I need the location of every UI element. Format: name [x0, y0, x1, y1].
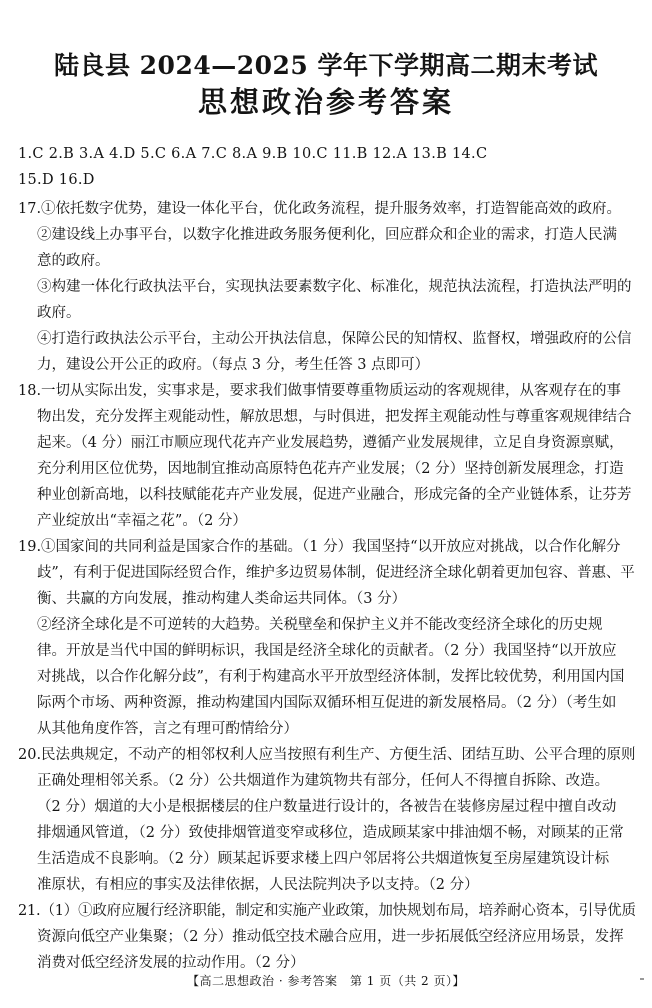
answer-line: 歧”，有利于促进国际经贸合作，维护多边贸易体制，促进经济全球化朝着更加包容、普惠、平	[37, 565, 635, 581]
answer-line: 种业创新高地，以科技赋能花卉产业发展，促进产业融合，形成完备的全产业链体系，让芬芳	[37, 487, 632, 503]
answer-line: 消费对低空经济发展的拉动作用。（2 分）	[37, 955, 305, 971]
answer-line: 准原状，有相应的事实及法律依据，人民法院判决予以支持。（2 分）	[37, 877, 479, 893]
answer-line: （2 分）烟道的大小是根据楼层的住户数量进行设计的，各被告在装修房屋过程中擅自改动	[37, 799, 617, 815]
answer-17	[18, 196, 636, 378]
answer-line: 从其他角度作答，言之有理可酌情给分）	[37, 721, 298, 737]
answer-line: 资源向低空产业集聚；（2 分）推动低空技术融合应用，进一步拓展低空经济应用场景，发挥	[37, 929, 624, 945]
answer-line: 19.①国家间的共同利益是国家合作的基础。（1 分）我国坚持“以开放应对挑战，以合作化解分	[18, 539, 621, 555]
corner-mark	[640, 978, 644, 980]
answer-line: 17.①依托数字优势，建设一体化平台，优化政务流程，提升服务效率，打造智能高效的政府。	[18, 201, 622, 217]
answer-section	[0, 196, 652, 976]
answer-line: 际两个市场、两种资源，推动构建国内国际双循环相互促进的新发展格局。（2 分）（考生如	[37, 695, 617, 711]
answer-line: ④打造行政执法公示平台，主动公开执法信息，保障公民的知情权、监督权，增强政府的公信	[37, 331, 632, 347]
answer-line: 排烟通风管道，（2 分）致使排烟管道变窄或移位，造成顾某家中排油烟不畅，对顾某的正常	[37, 825, 624, 841]
answer-line: 意的政府。	[37, 253, 110, 269]
answer-line: 20.民法典规定，不动产的相邻权利人应当按照有利生产、方便生活、团结互助、公平合理的原则	[18, 747, 636, 763]
answer-line: 18.一切从实际出发，实事求是，要求我们做事情要尊重物质运动的客观规律，从客观存在的事	[18, 383, 622, 399]
answer-line: ②建设线上办事平台，以数字化推进政务服务便利化，回应群众和企业的需求，打造人民满	[37, 227, 617, 243]
exam-subtitle: 思想政治参考答案	[197, 85, 454, 119]
answer-line: 充分利用区位优势，因地制宜推动高原特色花卉产业发展；（2 分）坚持创新发展理念，打造	[37, 461, 624, 477]
answer-line: 正确处理相邻关系。（2 分）公共烟道作为建筑物共有部分，任何人不得擅自拆除、改造。	[37, 773, 610, 789]
answer-line: 力，建设公开公正的政府。（每点 3 分，考生任答 3 点即可）	[37, 357, 430, 373]
answer-20	[18, 742, 636, 898]
answer-line: 对挑战，以合作化解分歧”，有利于构建高水平开放型经济体制，发挥比较优势，利用国内国	[37, 669, 625, 685]
answer-line: 衡、共赢的方向发展，推动构建人类命运共同体。（3 分）	[37, 591, 407, 607]
answer-line: ②经济全球化是不可逆转的大趋势。关税壁垒和保护主义并不能改变经济全球化的历史规	[37, 617, 603, 633]
answer-line: 21.（1）①政府应履行经济职能，制定和实施产业政策，加快规划布局，培养耐心资本，引导优质	[18, 903, 636, 919]
answer-19	[18, 534, 636, 742]
answer-line: 律。开放是当代中国的鲜明标识，我国是经济全球化的贡献者。（2 分）我国坚持“以开放应	[37, 643, 617, 659]
answer-line: 生活造成不良影响。（2 分）顾某起诉要求楼上四户邻居将公共烟道恢复至房屋建筑设计标	[37, 851, 610, 867]
answer-line: 政府。	[37, 305, 81, 321]
answer-line: ③构建一体化行政执法平台，实现执法要素数字化、标准化，规范执法流程，打造执法严明的	[37, 279, 632, 295]
answer-18	[18, 378, 636, 534]
exam-title: 陆良县 2024—2025 学年下学期高二期末考试	[53, 51, 599, 80]
choice-answers-line-1: 1.C 2.B 3.A 4.D 5.C 6.A 7.C 8.A 9.B 10.C 11.B 12.A 13.B 14.C	[18, 146, 488, 162]
answer-21	[18, 898, 636, 976]
answer-line: 产业绽放出“幸福之花”。（2 分）	[37, 513, 247, 529]
answer-line: 物出发，充分发挥主观能动性，解放思想，与时俱进，把发挥主观能动性与尊重客观规律结合	[37, 409, 632, 425]
page-footer: 【高二思想政治 · 参考答案 第 1 页（共 2 页）】	[187, 974, 465, 988]
choice-answers-line-2: 15.D 16.D	[18, 172, 95, 188]
answer-line: 起来。（4 分）丽江市顺应现代花卉产业发展趋势，遵循产业发展规律，立足自身资源禀赋，	[37, 435, 624, 451]
